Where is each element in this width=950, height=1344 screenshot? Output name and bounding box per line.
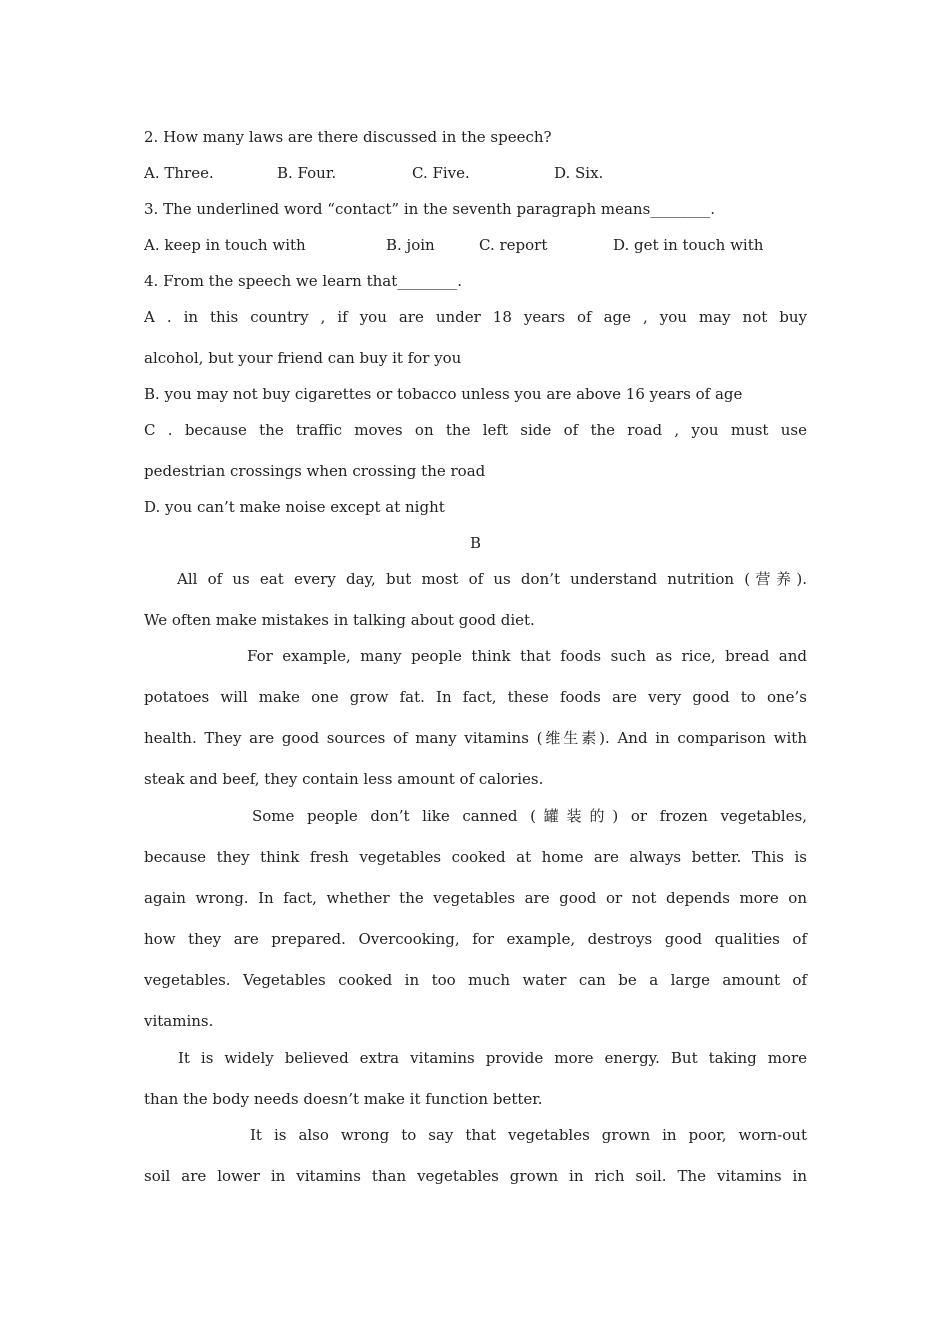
passage-line: All of us eat every day, but most of us don’t understand nutrition (营养). bbox=[177, 570, 807, 588]
section-label: B bbox=[469, 534, 482, 552]
passage-line: Some people don’t like canned (罐装的) or frozen vegetables, bbox=[252, 807, 807, 825]
question-2-options bbox=[144, 163, 807, 183]
question-3-options bbox=[144, 235, 807, 255]
option-b: B. you may not buy cigarettes or tobacco unless you are above 16 years of age bbox=[144, 385, 743, 403]
option-d: D. get in touch with bbox=[613, 236, 764, 254]
passage-line: soil are lower in vitamins than vegetables grown in rich soil. The vitamins in bbox=[144, 1167, 807, 1185]
passage-line: because they think fresh vegetables cooked at home are always better. This is bbox=[144, 848, 807, 866]
option-b: B. Four. bbox=[277, 164, 337, 182]
passage-line: It is widely believed extra vitamins provide more energy. But taking more bbox=[178, 1049, 807, 1067]
option-d: D. you can’t make noise except at night bbox=[144, 498, 445, 516]
option-d: D. Six. bbox=[554, 164, 604, 182]
passage-line: how they are prepared. Overcooking, for example, destroys good qualities of bbox=[144, 930, 807, 948]
passage-line: potatoes will make one grow fat. In fact, these foods are very good to one’s bbox=[144, 688, 807, 706]
passage-line: again wrong. In fact, whether the vegetables are good or not depends more on bbox=[144, 889, 807, 907]
passage-line: health. They are good sources of many vitamins (维生素). And in comparison with bbox=[144, 729, 807, 747]
passage-line: vitamins. bbox=[144, 1012, 214, 1030]
option-a: A. Three. bbox=[144, 164, 214, 182]
passage-line: vegetables. Vegetables cooked in too much water can be a large amount of bbox=[144, 971, 807, 989]
option-c: C. Five. bbox=[412, 164, 470, 182]
option-c-line-2: pedestrian crossings when crossing the road bbox=[144, 462, 486, 480]
passage-line: steak and beef, they contain less amount of calories. bbox=[144, 770, 544, 788]
question-4-stem: 4. From the speech we learn that________. bbox=[144, 272, 463, 290]
option-a-line-2: alcohol, but your friend can buy it for you bbox=[144, 349, 462, 367]
passage-line: We often make mistakes in talking about good diet. bbox=[144, 611, 535, 629]
option-c: C. report bbox=[479, 236, 548, 254]
passage-line: For example, many people think that foods such as rice, bread and bbox=[247, 647, 807, 665]
passage-line: than the body needs doesn’t make it function better. bbox=[144, 1090, 543, 1108]
question-3-stem: 3. The underlined word “contact” in the seventh paragraph means________. bbox=[144, 200, 716, 218]
passage-line: It is also wrong to say that vegetables grown in poor, worn-out bbox=[250, 1126, 807, 1144]
question-2-stem: 2. How many laws are there discussed in the speech? bbox=[144, 128, 552, 146]
option-b: B. join bbox=[386, 236, 435, 254]
option-c-line-1: C . because the traffic moves on the left side of the road , you must use bbox=[144, 421, 807, 439]
option-a-line-1: A . in this country , if you are under 18 years of age , you may not buy bbox=[144, 308, 807, 326]
option-a: A. keep in touch with bbox=[144, 236, 306, 254]
